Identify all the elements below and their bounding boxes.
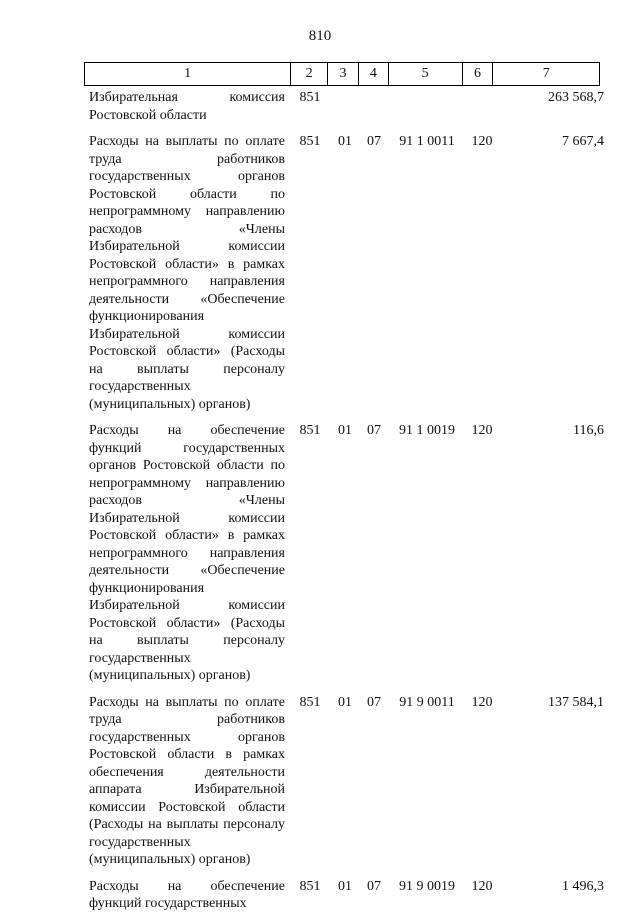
target-article-code: 91 1 0011 [399, 134, 455, 149]
expense-type-code: 120 [471, 878, 493, 894]
row-description: Расходы на обеспечение функций государственных [89, 878, 285, 911]
target-article-code [388, 89, 466, 124]
target-article-code: 91 9 0011 [399, 694, 455, 710]
column-header-5: 5 [389, 63, 463, 85]
expense-type-code [466, 89, 498, 124]
subsection-code: 07 [367, 423, 381, 438]
subsection-code: 07 [367, 134, 381, 149]
subsection-code: 07 [367, 878, 381, 894]
column-header-1: 1 [85, 63, 291, 85]
column-header-4: 4 [359, 63, 389, 85]
page-number: 810 [308, 28, 332, 44]
column-header-6: 6 [463, 63, 494, 85]
amount: 1 496,3 [562, 878, 604, 894]
row-description: Избирательная комиссия Ростовской области [89, 90, 285, 123]
department-code: 851 [299, 423, 321, 438]
section-code: 01 [338, 423, 352, 438]
section-code: 01 [338, 134, 352, 149]
table-row [84, 878, 604, 913]
department-code: 851 [299, 694, 321, 710]
section-code: 01 [338, 878, 352, 894]
amount: 116,6 [573, 423, 604, 438]
department-code: 851 [299, 878, 321, 894]
subsection-code: 07 [367, 694, 381, 710]
section-code [330, 89, 360, 124]
table-header [84, 62, 600, 86]
row-description: Расходы на выплаты по оплате труда работников государственных органов Ростовской области по непрограммному направлению расходов «Члены Избирательной комиссии Ростовской области» в рамках непрограммного направления деятельности «Обеспечение функционирования Избирательной комиссии Ростовской области» (Расходы на выплаты персоналу государственных (муниципальных) органов) [89, 134, 285, 412]
row-description: Расходы на выплаты по оплате труда работников государственных органов Ростовской области в рамках обеспечения деятельности аппарата Избирательной комиссии Ростовской области (Расходы на выплаты персоналу государственных (муниципальных) органов) [89, 694, 285, 867]
department-code: 851 [299, 134, 321, 149]
table-row [84, 89, 604, 124]
target-article-code: 91 9 0019 [399, 878, 455, 894]
column-header-2: 2 [291, 63, 328, 85]
expense-type-code: 120 [471, 423, 493, 438]
table-row [84, 694, 604, 869]
column-header-3: 3 [328, 63, 359, 85]
amount: 7 667,4 [562, 134, 604, 149]
target-article-code: 91 1 0019 [399, 423, 455, 438]
amount: 263 568,7 [548, 90, 604, 105]
row-description: Расходы на обеспечение функций государственных органов Ростовской области по непрограммному направлению расходов «Члены Избирательной комиссии Ростовской области» в рамках непрограммного направления деятельности «Обеспечение функционирования Избирательной комиссии Ростовской области» (Расходы на выплаты персоналу государственных (муниципальных) органов) [89, 423, 285, 683]
amount: 137 584,1 [548, 694, 604, 710]
table-body [84, 89, 604, 922]
column-header-7: 7 [542, 66, 550, 81]
table-row [84, 133, 604, 413]
section-code: 01 [338, 694, 352, 710]
department-code: 851 [299, 90, 321, 105]
subsection-code [360, 89, 388, 124]
expense-type-code: 120 [471, 694, 493, 710]
table-row [84, 422, 604, 685]
expense-type-code: 120 [471, 134, 493, 149]
